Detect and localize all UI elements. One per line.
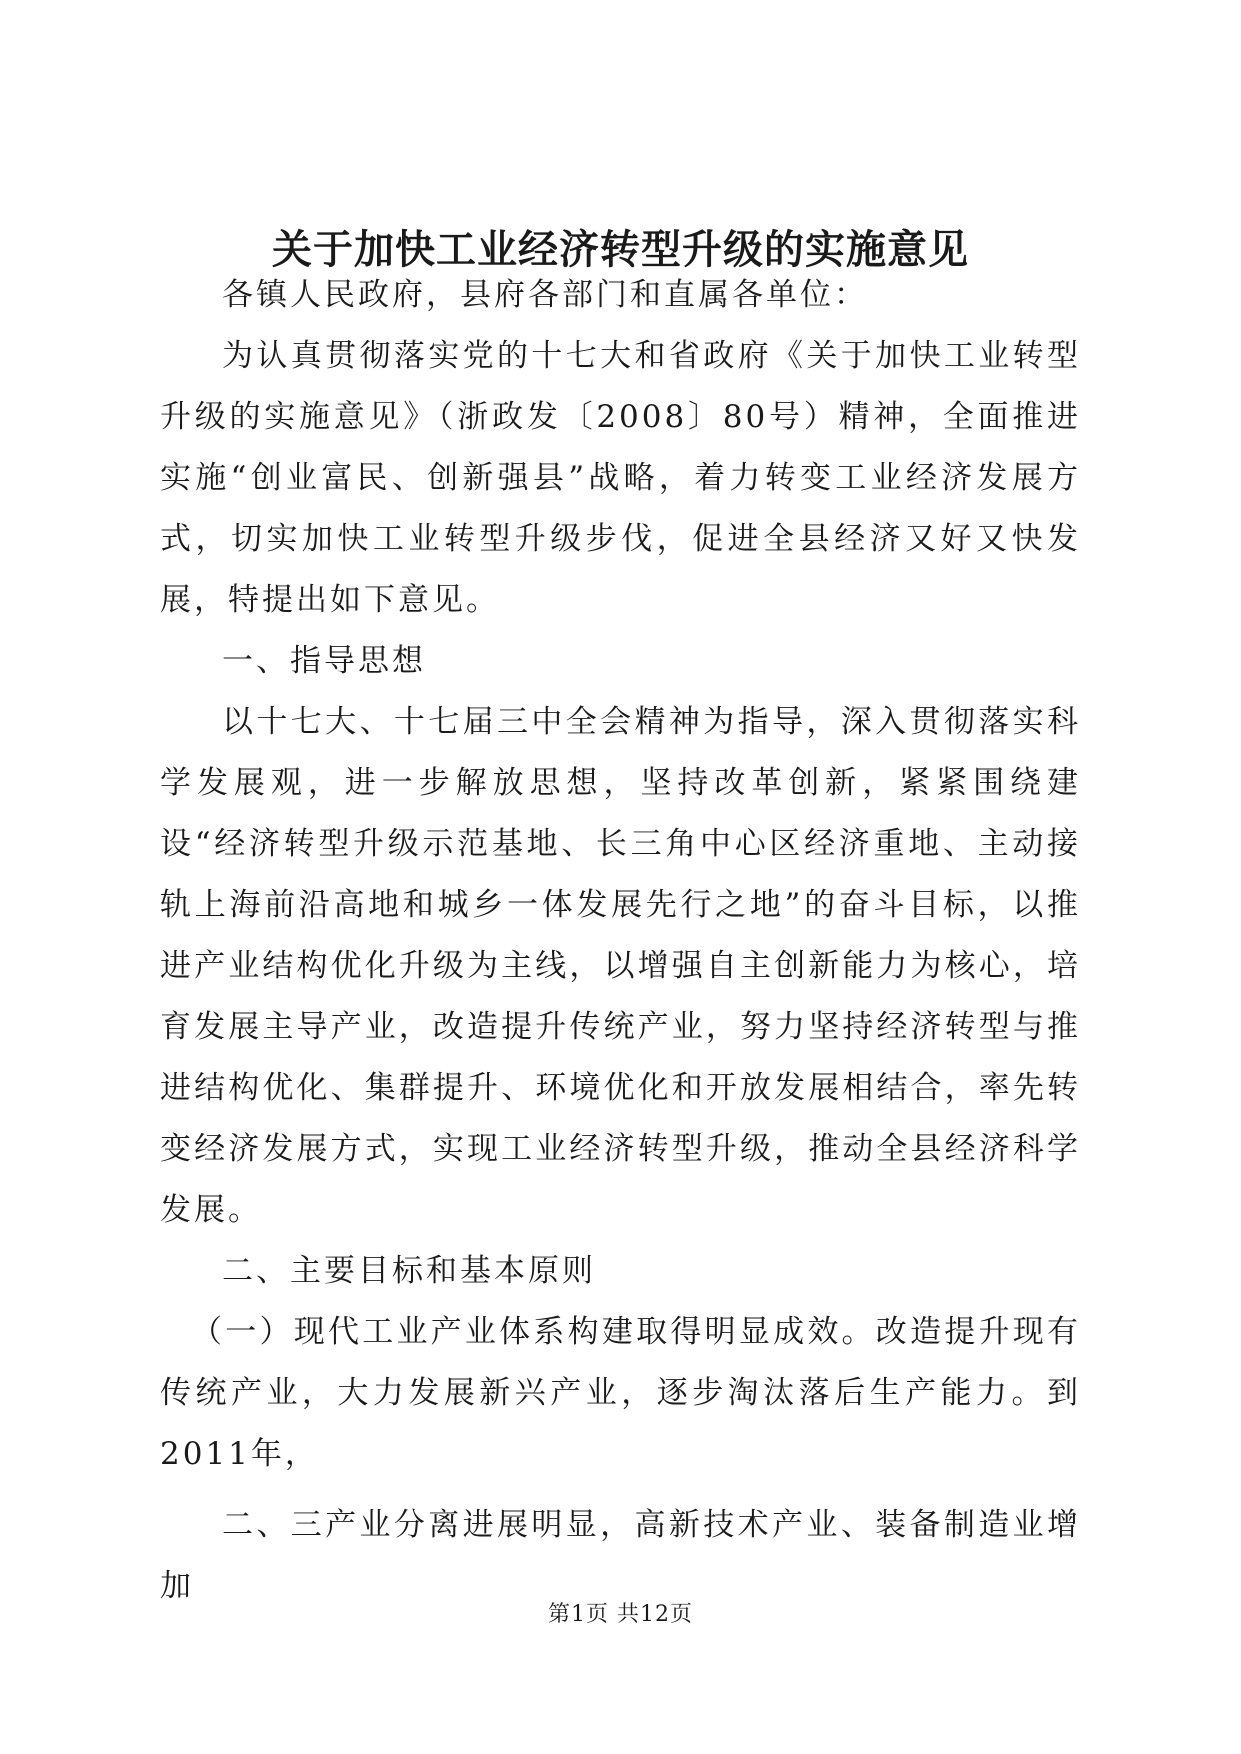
section-heading-goals-principles: 二、主要目标和基本原则: [222, 1253, 596, 1289]
continuation-paragraph: 二、三产业分离进展明显，高新技术产业、装备制造业增加: [160, 1507, 1081, 1604]
page-footer: 第1页 共12页: [548, 1602, 693, 1627]
section-heading-guiding-ideology: 一、指导思想: [222, 643, 426, 679]
document-title: 关于加快工业经济转型升级的实施意见: [272, 226, 969, 273]
guiding-ideology-paragraph: 以十七大、十七届三中全会精神为指导，深入贯彻落实科学发展观，进一步解放思想，坚持改革创新，紧紧围绕建设“经济转型升级示范基地、长三角中心区经济重地、主动接轨上海前沿高地和城乡一体发展先行之地”的奋斗目标，以推进产业结构优化升级为主线，以增强自主创新能力为核心，培育发展主导产业，改造提升传统产业，努力坚持经济转型与推进结构优化、集群提升、环境优化和开放发展相结合，率先转变经济发展方式，实现工业经济转型升级，推动全县经济科学发展。: [160, 704, 1081, 1228]
salutation-paragraph: 各镇人民政府，县府各部门和直属各单位：: [222, 277, 868, 313]
document-body: [160, 265, 1081, 1617]
goal-one-paragraph: （一）现代工业产业体系构建取得明显成效。改造提升现有传统产业，大力发展新兴产业，逐步淘汰落后生产能力。到2011年，: [160, 1314, 1081, 1472]
intro-paragraph: 为认真贯彻落实党的十七大和省政府《关于加快工业转型升级的实施意见》（浙政发〔2008〕80号）精神，全面推进实施“创业富民、创新强县”战略，着力转变工业经济发展方式，切实加快工业转型升级步伐，促进全县经济又好又快发展，特提出如下意见。: [160, 338, 1081, 618]
